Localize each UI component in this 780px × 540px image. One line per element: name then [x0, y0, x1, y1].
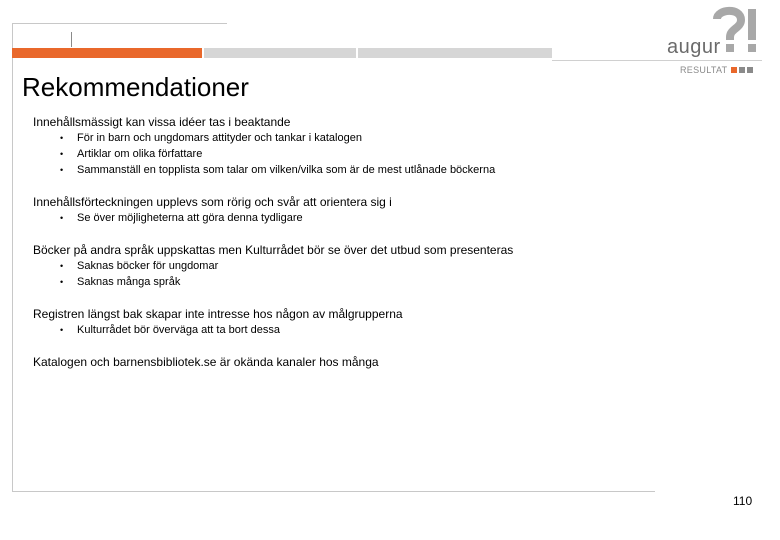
recommendation-block: [33, 115, 633, 178]
frame-bottom-line: [12, 491, 655, 492]
bullet-item: • Artiklar om olika författare: [33, 146, 633, 162]
section-label: [680, 65, 753, 75]
block-heading: Böcker på andra språk uppskattas men Kulturrådet bör se över det utbud som presenteras: [33, 243, 514, 257]
bullet-list: [33, 322, 633, 338]
logo-text: augur: [667, 36, 721, 58]
bullet-item: • Saknas många språk: [33, 274, 633, 290]
question-exclamation-icon: [711, 6, 761, 56]
frame-top-line: [12, 23, 227, 24]
square-icon: [747, 67, 753, 73]
bullet-list: [33, 210, 633, 226]
recommendation-block: [33, 195, 633, 226]
block-heading: Katalogen och barnensbibliotek.se är okända kanaler hos många: [33, 355, 379, 369]
header-bar-gray: [204, 48, 356, 58]
block-heading: Registren längst bak skapar inte intresse hos någon av målgrupperna: [33, 307, 403, 321]
recommendation-block: [33, 355, 633, 370]
block-heading: Innehållsmässigt kan vissa idéer tas i beaktande: [33, 115, 291, 129]
block-heading: Innehållsförteckningen upplevs som rörig och svår att orientera sig i: [33, 195, 392, 209]
bullet-item: • Sammanställ en topplista som talar om vilken/vilka som är de mest utlånade böckerna: [33, 162, 633, 178]
header-tick: [71, 32, 72, 47]
bullet-item: • Kulturrådet bör överväga att ta bort dessa: [33, 322, 633, 338]
bullet-item: • Saknas böcker för ungdomar: [33, 258, 633, 274]
page-number: 110: [733, 494, 753, 508]
augur-logo: [665, 6, 770, 62]
recommendation-block: [33, 243, 633, 290]
bullet-list: [33, 130, 633, 178]
bullet-item: • För in barn och ungdomars attityder och tankar i katalogen: [33, 130, 633, 146]
bullet-list: [33, 258, 633, 290]
square-icon: [731, 67, 737, 73]
section-label-text: RESULTAT: [680, 65, 728, 75]
header-bar-gray: [358, 48, 552, 58]
header-bar-orange: [12, 48, 202, 58]
square-icon: [739, 67, 745, 73]
bullet-item: • Se över möjligheterna att göra denna tydligare: [33, 210, 633, 226]
recommendation-block: [33, 307, 633, 338]
slide-content: [33, 115, 633, 387]
page-title: Rekommendationer: [22, 72, 249, 102]
frame-left-line: [12, 24, 13, 492]
